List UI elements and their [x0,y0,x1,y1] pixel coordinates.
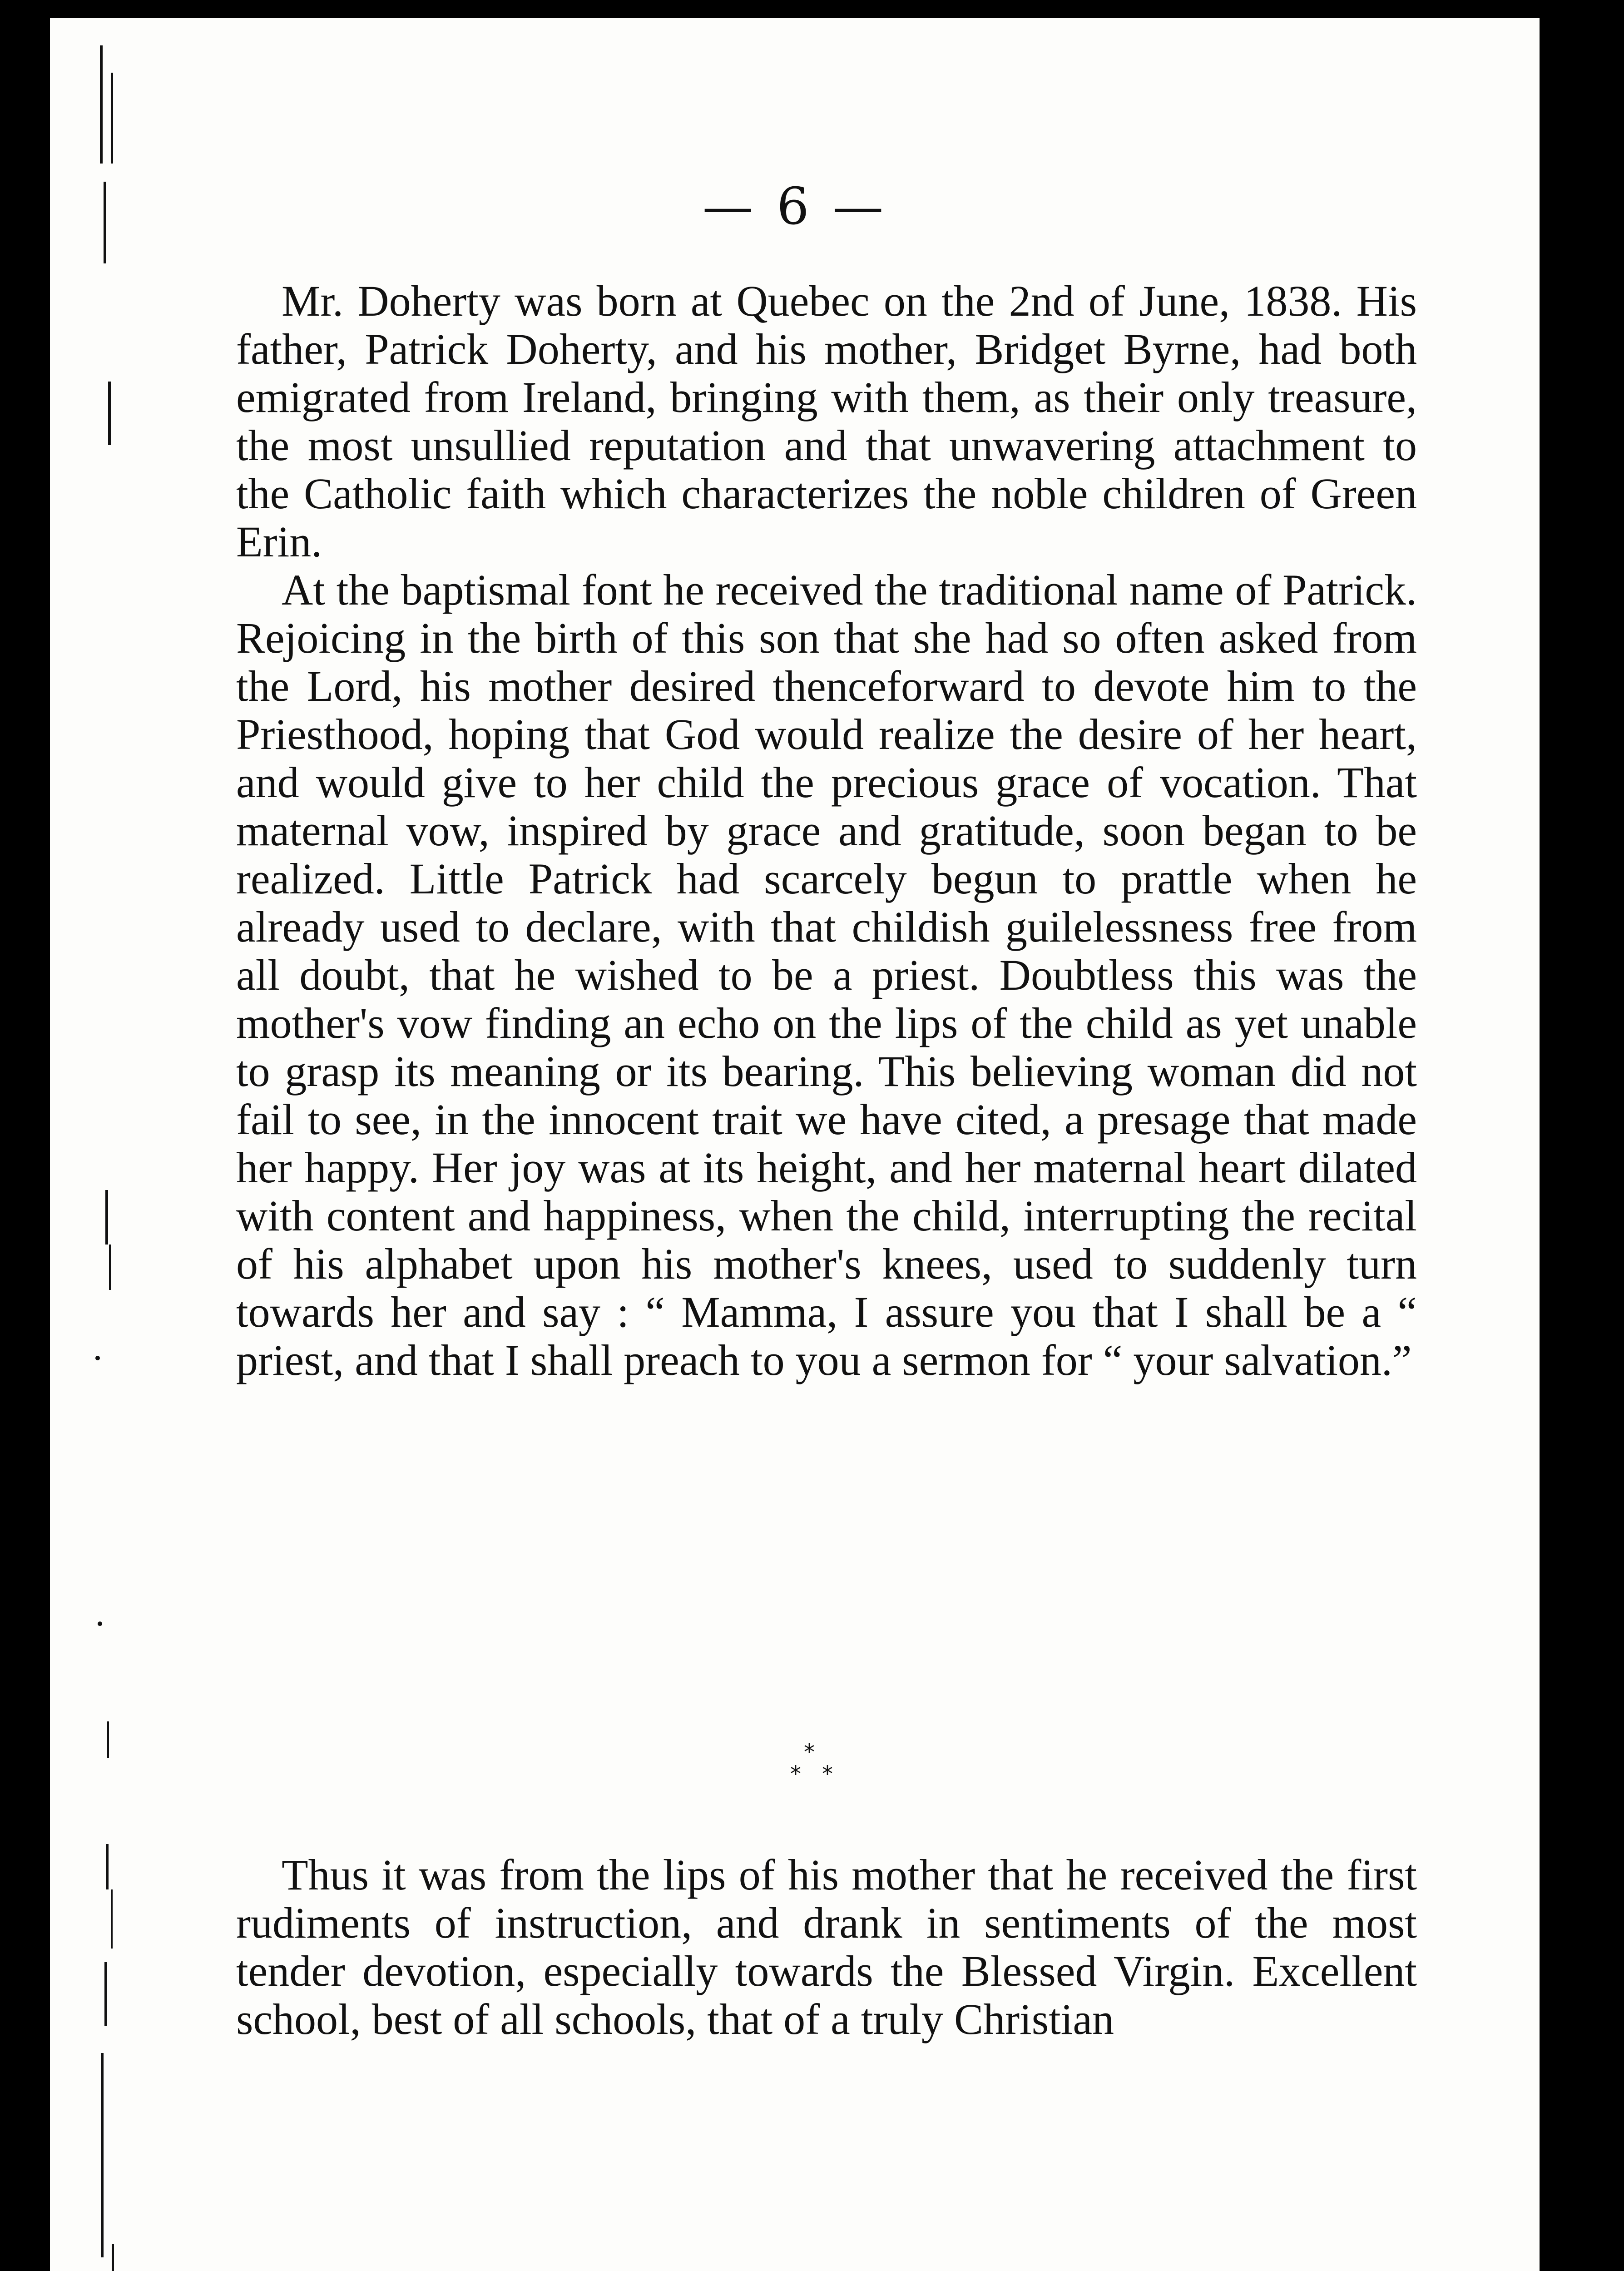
scan-border-right [1540,0,1624,2271]
asterism-star: * [822,1761,833,1787]
scan-border-top [0,0,1624,18]
book-page [50,18,1540,2271]
asterism-star: * [790,1761,801,1787]
stray-ink-dot [95,1356,100,1360]
paragraph-instruction: Thus it was from the lips of his mother that he received the first rudiments of instruction, and drank in sentiments of the most tender devotion, especially towards the Blessed Virgin. Excellent school, best of all schools, that of a truly Christian [236,1850,1417,2043]
stray-ink-dot [98,1621,102,1626]
asterism-separator [777,1740,849,1794]
paragraph-baptism: At the baptismal font he received the traditional name of Patrick. Rejoicing in the birth of this son that she had so often asked from the Lord, his mother desired thenceforward to devote him to the Priesthood, hoping that God would realize the desire of her heart, and would give to her child the precious grace of vocation. That maternal vow, inspired by grace and gratitude, soon began to be realized. Little Patrick had scarcely begun to prattle when he already used to declare, with that childish guilelessness free from all doubt, that he wished to be a priest. Doubtless this was the mother's vow finding an echo on the lips of the child as yet unable to grasp its meaning or its bearing. This believing woman did not fail to see, in the innocent trait we have cited, a presage that made her happy. Her joy was at its height, and her maternal heart dilated with content and happiness, when the child, interrupting the recital of his alphabet upon his mother's knees, used to suddenly turn towards her and say : “ Mamma, I assure you that I shall be a “ priest, and that I shall preach to you a sermon for “ your salvation.” [236,565,1417,1384]
continuation-text-block [236,1851,1417,2043]
scan-border-left [0,0,50,2271]
asterism-star: * [804,1740,815,1765]
page-number: — 6 — [702,177,887,236]
binding-gutter [50,18,141,2271]
main-text-block [236,277,1417,1384]
paragraph-birth: Mr. Doherty was born at Quebec on the 2nd of June, 1838. His father, Patrick Doherty, and his mother, Bridget Byrne, had both emigrated from Ireland, bringing with them, as their only treasure, the most unsullied reputation and that unwavering attachment to the Catholic faith which characterizes the noble children of Green Erin. [236,277,1417,566]
